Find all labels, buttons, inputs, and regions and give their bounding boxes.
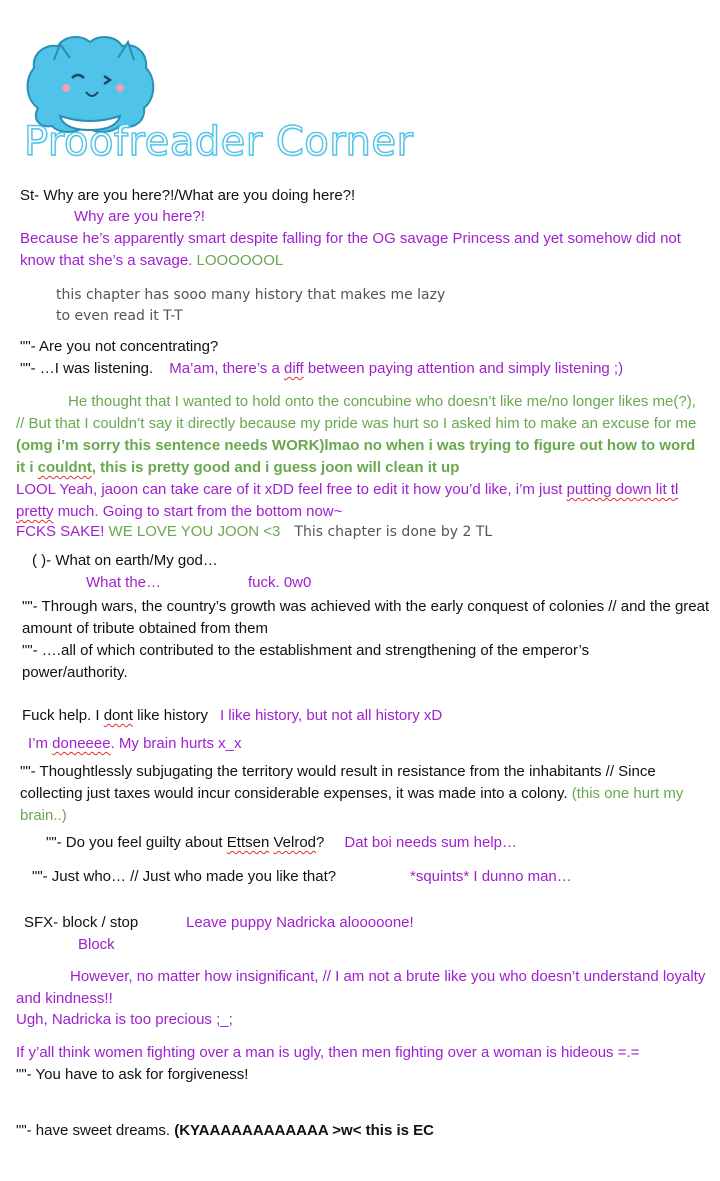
script-line: ""- Just who… // Just who made you like that?	[32, 868, 337, 885]
script-line: ""- …I was listening. Ma’am, there’s a diff between paying attention and simply listening ;)	[20, 360, 624, 377]
comment-green: LOOOOOOL	[196, 252, 284, 269]
script-line: SFX- block / stop	[24, 914, 139, 931]
comment-line: fuck. 0w0	[248, 574, 312, 591]
comment-line: Fuck help. I dont like history I like history, but not all history xD	[22, 707, 443, 724]
script-line: ""- You have to ask for forgiveness!	[16, 1066, 249, 1083]
comment-line: Ugh, Nadricka is too precious ;_;	[16, 1011, 233, 1028]
comment-line: Leave puppy Nadricka alooooone!	[186, 914, 414, 931]
script-line: ""- Through wars, the country’s growth was achieved with the early conquest of colonies // and the great amount of tribute obtained from them	[22, 598, 710, 637]
script-line: St- Why are you here?!/What are you doing here?!	[20, 187, 356, 204]
comment-line: If y’all think women fighting over a man is ugly, then men fighting over a woman is hideous =.=	[16, 1044, 640, 1061]
comment-line: LOOL Yeah, jaoon can take care of it xDD feel free to edit it how you’d like, i’m just putting down lit tl pretty much. Going to start from the bottom now~	[16, 481, 679, 520]
comment-line: *squints* I dunno man…	[410, 868, 572, 885]
comment-line: Block	[78, 936, 115, 953]
comment-line: FCKS SAKE! WE LOVE YOU JOON <3 This chapter is done by 2 TL	[16, 523, 493, 540]
script-line: ( )- What on earth/My god…	[32, 552, 218, 569]
script-line: ""- Do you feel guilty about Ettsen Velrod? Dat boi needs sum help…	[46, 834, 517, 851]
comment-line: What the…	[86, 574, 162, 591]
comment-line: to even read it T-T	[56, 308, 183, 324]
comment-line: Why are you here?!	[74, 208, 205, 225]
comment-line: However, no matter how insignificant, // I am not a brute like you who doesn’t understand loyalty and kindness!!	[16, 968, 706, 1007]
comment-line: this chapter has sooo many history that makes me lazy	[56, 287, 446, 303]
script-line: ""- Thoughtlessly subjugating the territory would result in resistance from the inhabitants // Since collecting just taxes would incur considerable expenses, it was made into a colony. (this one hurt my brain..)	[20, 763, 684, 824]
page-title: Proofreader Corner	[24, 119, 414, 165]
script-line: ""- have sweet dreams. (KYAAAAAAAAAAAA >w< this is EC	[16, 1122, 434, 1139]
comment-line: I’m doneeee. My brain hurts x_x	[28, 735, 242, 752]
spell-flag: diff	[283, 360, 304, 377]
spell-flag: couldnt	[37, 459, 92, 476]
comment-line: He thought that I wanted to hold onto the concubine who doesn’t like me/no longer likes me(?), // But that I couldn’t say it directly because my pride was hurt so I asked him to make an excuse for me (omg i’m sorry this sentence needs WORK)lmao no when i was trying to figure out how to word it i couldnt, this is pretty good and i guess joon will clean it up	[16, 393, 697, 476]
script-line: ""- ….all of which contributed to the establishment and strengthening of the emperor’s power/authority.	[22, 642, 590, 681]
comment-line: Because he’s apparently smart despite falling for the OG savage Princess and yet somehow did not know that she’s a savage. LOOOOOOL	[20, 230, 681, 269]
script-line: ""- Are you not concentrating?	[20, 338, 219, 355]
